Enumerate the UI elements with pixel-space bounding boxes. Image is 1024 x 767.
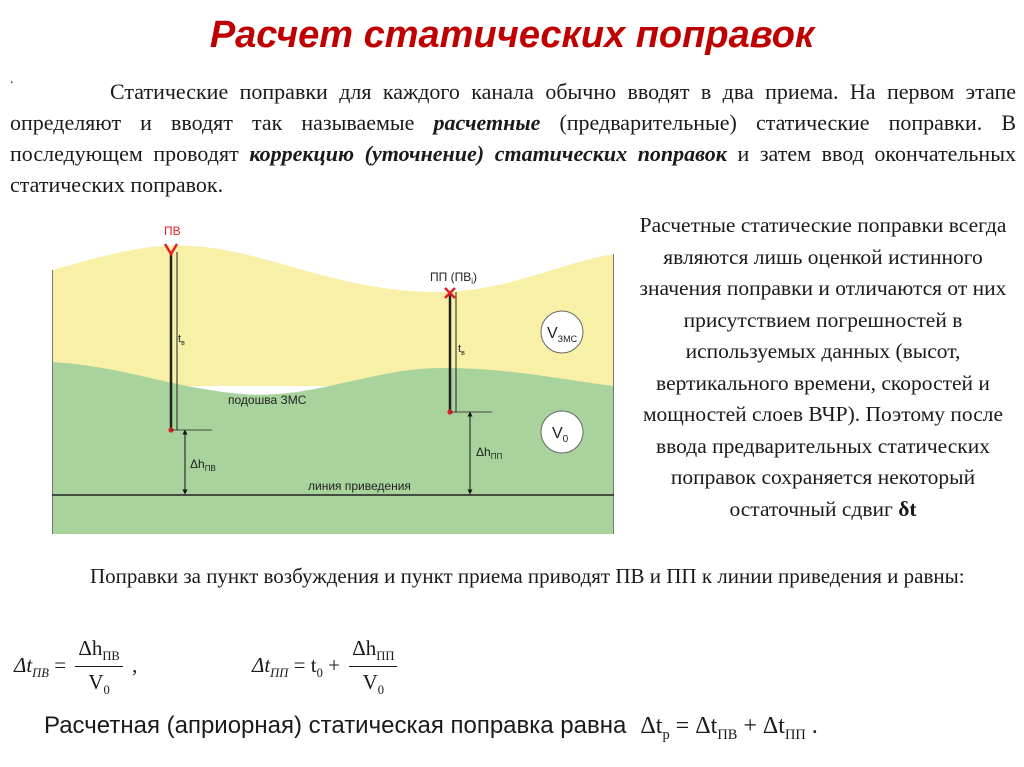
- formula-pv: $\Delta t_{ПВ}$ = $\frac{\Delta h_{ПВ}}{V_0}$ ,: [14, 636, 138, 698]
- page-title: Расчет статических поправок: [209, 14, 815, 56]
- static-corrections-diagram: [52, 218, 614, 534]
- formula-pp: $\Delta t_{ПП} = t_0$ + $\frac{\Delta h_{ПП}}{V_0}$: [252, 636, 401, 698]
- v-zms-label: $V_{ЗМС}$: [547, 325, 578, 344]
- zms-layer: [52, 246, 614, 386]
- intro-bold-1: расчетные: [433, 110, 541, 135]
- side-text: Расчетные статические поправки всегда являются лишь оценкой истинного значения поправки и отличаются от них присутствием погрешностей в используемых данных (высот, вертикального времени, скоростей и мощностей слоев ВЧР). Поэтому после ввода предварительных статических поправок сохраняется некоторый остаточный сдвиг: [639, 213, 1007, 521]
- liniya-label: линия приведения: [308, 479, 411, 493]
- pp-label: ПП $(ПВ_i)$: [430, 270, 477, 286]
- t-pv-label: $t_в$: [178, 333, 185, 347]
- dh-pp-label: $\Delta h_{ПП}$: [476, 445, 503, 461]
- dh-pv-label: $\Delta h_{ПВ}$: [190, 457, 216, 473]
- residual-shift-symbol: δt: [898, 496, 917, 521]
- total-correction-line: [44, 712, 1014, 744]
- pv-label: ПВ: [164, 224, 181, 238]
- side-paragraph: [628, 210, 1018, 525]
- bedrock-layer: [52, 362, 614, 534]
- total-correction-formula: $\Delta t_р = \Delta t_{ПВ} + \Delta t_{ПП}$ .: [640, 713, 818, 743]
- t-pp-label: $t_в$: [458, 343, 465, 357]
- corrections-text: Поправки за пункт возбуждения и пункт приема приводят ПВ и ПП к линии приведения и равны:: [90, 564, 965, 588]
- v0-label: $V_0$: [552, 425, 569, 445]
- podoshva-label: подошва ЗМС: [228, 393, 307, 407]
- intro-bold-2: коррекцию (уточнение) статических поправок: [249, 141, 727, 166]
- total-correction-text: Расчетная (априорная) статическая поправка равна: [44, 712, 627, 739]
- intro-text-3: и затем ввод окончательных статических поправок.: [10, 141, 1016, 197]
- formula-pp-fraction: $\frac{\Delta h_{ПП}}{V_0}$: [349, 636, 397, 698]
- intro-text-1: Статические поправки для каждого канала обычно вводят в два приема. На первом этапе определяют и вводят так называемые: [10, 79, 1016, 135]
- intro-text-2: (предварительные) статические поправки. В последующем проводят: [10, 110, 1016, 166]
- bullet-marker: .: [10, 72, 14, 87]
- intro-paragraph: [10, 76, 1016, 200]
- corrections-paragraph: [14, 556, 1010, 596]
- formula-pv-fraction: $\frac{\Delta h_{ПВ}}{V_0}$: [75, 636, 123, 698]
